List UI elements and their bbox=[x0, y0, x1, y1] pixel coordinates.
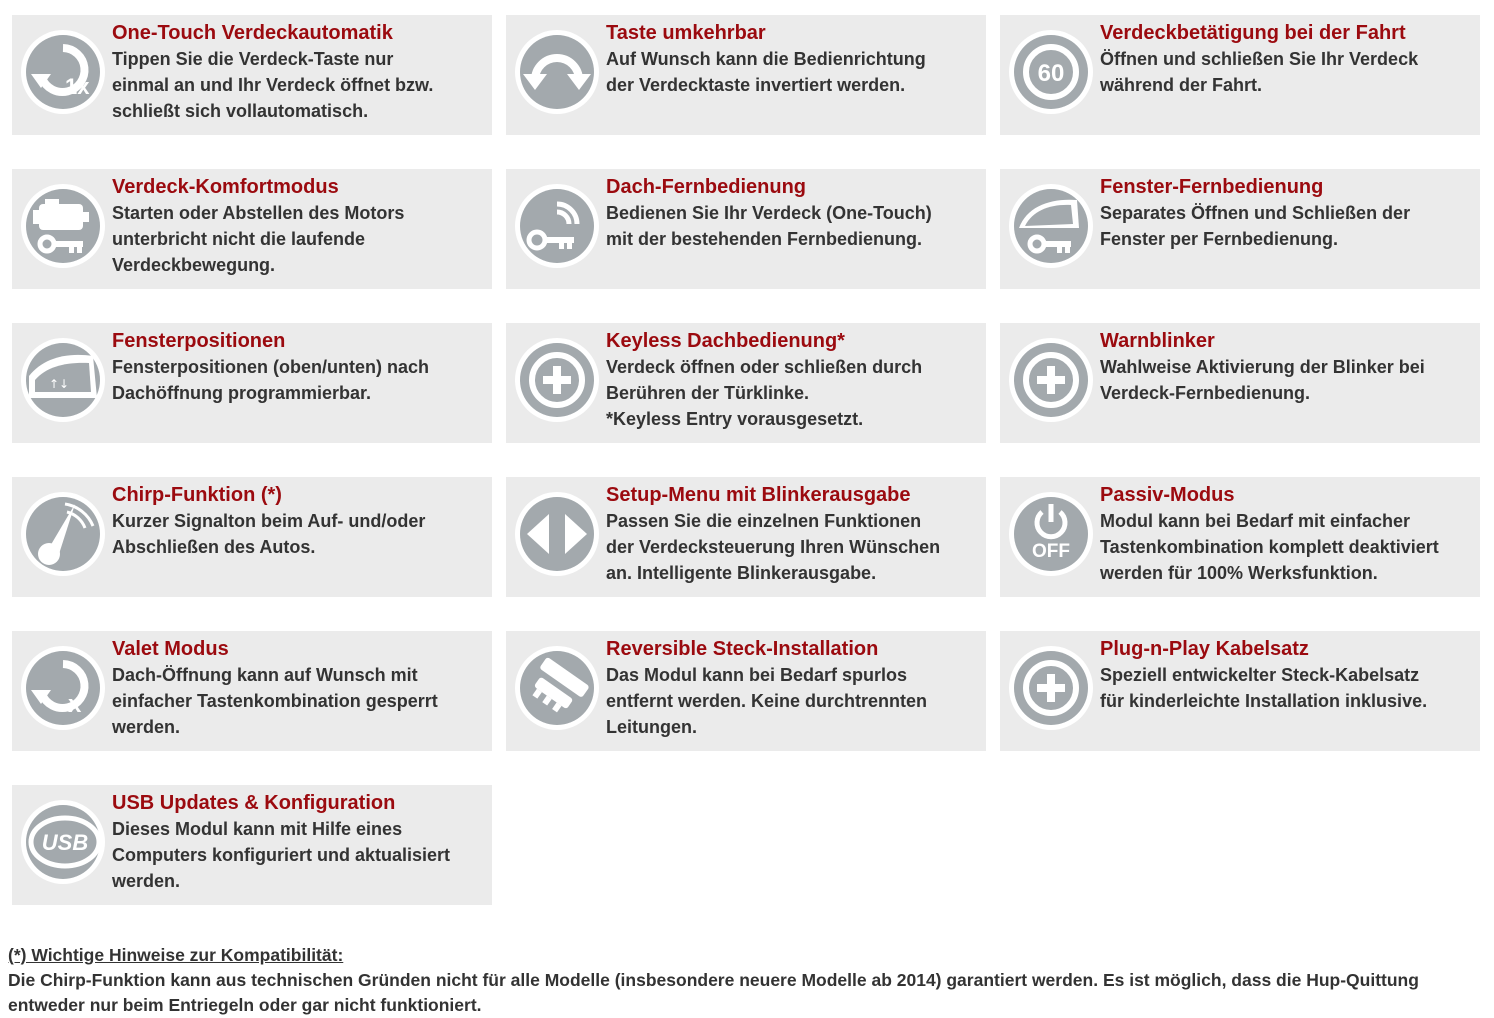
feature-text-line: Verdeck öffnen oder schließen durch bbox=[606, 357, 923, 377]
feature-text-line: Verdeckbewegung. bbox=[112, 255, 276, 275]
feature-card bbox=[12, 323, 492, 443]
feature-title: Valet Modus bbox=[112, 638, 229, 660]
valet-x-icon bbox=[19, 644, 107, 732]
feature-title: Fenster-Fernbedienung bbox=[1100, 176, 1324, 198]
feature-description bbox=[112, 816, 490, 894]
feature-card bbox=[1000, 15, 1480, 135]
feature-description bbox=[606, 354, 984, 432]
feature-text-line: Wahlweise Aktivierung der Blinker bei bbox=[1100, 357, 1425, 377]
feature-description bbox=[606, 662, 984, 740]
engine-key-icon bbox=[19, 182, 107, 270]
feature-text-line: Fensterpositionen (oben/unten) nach bbox=[112, 357, 430, 377]
feature-description bbox=[606, 46, 984, 98]
feature-card bbox=[1000, 323, 1480, 443]
feature-text-line: Auf Wunsch kann die Bedienrichtung bbox=[606, 49, 926, 69]
feature-text-line: Tastenkombination komplett deaktiviert bbox=[1100, 537, 1439, 557]
feature-text-line: Kurzer Signalton beim Auf- und/oder bbox=[112, 511, 426, 531]
feature-card bbox=[506, 477, 986, 597]
feature-card bbox=[12, 169, 492, 289]
feature-description bbox=[112, 200, 490, 278]
chirp-horn-icon bbox=[19, 490, 107, 578]
feature-text-line: unterbricht nicht die laufende bbox=[112, 229, 366, 249]
feature-card bbox=[12, 785, 492, 905]
feature-text-line: Speziell entwickelter Steck-Kabelsatz bbox=[1100, 665, 1420, 685]
feature-text-line: Leitungen. bbox=[606, 717, 697, 737]
feature-description bbox=[112, 508, 490, 560]
note-heading: (*) Wichtige Hinweise zur Kompatibilität: bbox=[8, 945, 344, 965]
feature-description bbox=[1100, 662, 1478, 714]
feature-text-line: während der Fahrt. bbox=[1100, 75, 1263, 95]
feature-text-line: Öffnen und schließen Sie Ihr Verdeck bbox=[1100, 49, 1419, 69]
svg-text:↑↓: ↑↓ bbox=[49, 377, 70, 391]
feature-text-line: Bedienen Sie Ihr Verdeck (One-Touch) bbox=[606, 203, 932, 223]
feature-text-line: Computers konfiguriert und aktualisiert bbox=[112, 845, 451, 865]
icon-label: 60 bbox=[1037, 60, 1065, 87]
remote-key-icon bbox=[513, 182, 601, 270]
feature-text-line: entfernt werden. Keine durchtrennten bbox=[606, 691, 928, 711]
feature-description bbox=[1100, 354, 1478, 406]
feature-card bbox=[12, 15, 492, 135]
feature-description bbox=[112, 46, 490, 124]
feature-text-line: mit der bestehenden Fernbedienung. bbox=[606, 229, 923, 249]
feature-card bbox=[1000, 169, 1480, 289]
one-touch-1x-icon bbox=[19, 28, 107, 116]
feature-description bbox=[112, 354, 490, 406]
feature-title: Verdeckbetätigung bei der Fahrt bbox=[1100, 22, 1406, 44]
feature-title: Passiv-Modus bbox=[1100, 484, 1235, 506]
feature-description bbox=[112, 662, 490, 740]
feature-card bbox=[12, 477, 492, 597]
icon-label: USB bbox=[41, 830, 89, 855]
plug-connector-icon bbox=[513, 644, 601, 732]
reverse-arrows-icon bbox=[513, 28, 601, 116]
feature-text-line: werden. bbox=[112, 717, 181, 737]
icon-label: 1x bbox=[65, 74, 90, 99]
feature-description bbox=[1100, 200, 1478, 252]
feature-title: Reversible Steck-Installation bbox=[606, 638, 879, 660]
feature-text-line: einfacher Tastenkombination gesperrt bbox=[112, 691, 438, 711]
feature-card bbox=[506, 323, 986, 443]
plus-icon bbox=[513, 336, 601, 424]
window-position-icon bbox=[19, 336, 107, 424]
feature-text-line: *Keyless Entry vorausgesetzt. bbox=[606, 409, 864, 429]
compatibility-note bbox=[8, 943, 1492, 1018]
speed-60-icon bbox=[1007, 28, 1095, 116]
feature-card bbox=[12, 631, 492, 751]
feature-title: Taste umkehrbar bbox=[606, 22, 766, 44]
feature-text-line: werden für 100% Werksfunktion. bbox=[1100, 563, 1378, 583]
feature-text-line: Dieses Modul kann mit Hilfe eines bbox=[112, 819, 403, 839]
plus-icon bbox=[1007, 336, 1095, 424]
feature-text-line: der Verdecksteuerung Ihren Wünschen bbox=[606, 537, 941, 557]
feature-title: Dach-Fernbedienung bbox=[606, 176, 807, 198]
feature-title: Chirp-Funktion (*) bbox=[112, 484, 282, 506]
setup-arrows-icon bbox=[513, 490, 601, 578]
feature-card bbox=[1000, 631, 1480, 751]
feature-text-line: Starten oder Abstellen des Motors bbox=[112, 203, 405, 223]
icon-label: x bbox=[68, 691, 82, 718]
feature-title: Keyless Dachbedienung* bbox=[606, 330, 845, 352]
feature-description bbox=[1100, 46, 1478, 98]
feature-text-line: Verdeck-Fernbedienung. bbox=[1100, 383, 1311, 403]
feature-title: Verdeck-Komfortmodus bbox=[112, 176, 339, 198]
icon-label: OFF bbox=[1032, 541, 1070, 562]
feature-text-line: Berühren der Türklinke. bbox=[606, 383, 810, 403]
feature-title: Warnblinker bbox=[1100, 330, 1215, 352]
feature-text-line: einmal an und Ihr Verdeck öffnet bzw. bbox=[112, 75, 434, 95]
feature-text-line: Abschließen des Autos. bbox=[112, 537, 316, 557]
plus-icon bbox=[1007, 644, 1095, 732]
feature-text-line: werden. bbox=[112, 871, 181, 891]
feature-text-line: schließt sich vollautomatisch. bbox=[112, 101, 369, 121]
feature-text-line: der Verdecktaste invertiert werden. bbox=[606, 75, 906, 95]
feature-text-line: Dach-Öffnung kann auf Wunsch mit bbox=[112, 665, 418, 685]
feature-description bbox=[606, 508, 984, 586]
feature-text-line: Das Modul kann bei Bedarf spurlos bbox=[606, 665, 908, 685]
feature-card bbox=[506, 631, 986, 751]
feature-description bbox=[1100, 508, 1478, 586]
feature-text-line: Fenster per Fernbedienung. bbox=[1100, 229, 1339, 249]
feature-text-line: für kinderleichte Installation inklusive. bbox=[1100, 691, 1428, 711]
window-key-icon bbox=[1007, 182, 1095, 270]
feature-text-line: Dachöffnung programmierbar. bbox=[112, 383, 372, 403]
feature-card bbox=[506, 169, 986, 289]
feature-title: USB Updates & Konfiguration bbox=[112, 792, 396, 814]
note-body: Die Chirp-Funktion kann aus technischen Gründen nicht für alle Modelle (insbesondere neuere Modelle ab 2014) garantiert werden. Es ist möglich, dass die Hup-Quittung entweder nur beim Entriegeln oder gar nicht funktioniert. bbox=[8, 970, 1419, 1015]
feature-description bbox=[606, 200, 984, 252]
feature-text-line: Passen Sie die einzelnen Funktionen bbox=[606, 511, 922, 531]
power-off-icon bbox=[1007, 490, 1095, 578]
feature-card bbox=[1000, 477, 1480, 597]
feature-text-line: Separates Öffnen und Schließen der bbox=[1100, 203, 1411, 223]
feature-text-line: an. Intelligente Blinkerausgabe. bbox=[606, 563, 877, 583]
feature-text-line: Tippen Sie die Verdeck-Taste nur bbox=[112, 49, 394, 69]
feature-text-line: Modul kann bei Bedarf mit einfacher bbox=[1100, 511, 1411, 531]
feature-card bbox=[506, 15, 986, 135]
feature-title: Setup-Menu mit Blinkerausgabe bbox=[606, 484, 911, 506]
usb-icon bbox=[19, 798, 107, 886]
feature-title: Plug-n-Play Kabelsatz bbox=[1100, 638, 1309, 660]
feature-title: One-Touch Verdeckautomatik bbox=[112, 22, 393, 44]
feature-title: Fensterpositionen bbox=[112, 330, 286, 352]
